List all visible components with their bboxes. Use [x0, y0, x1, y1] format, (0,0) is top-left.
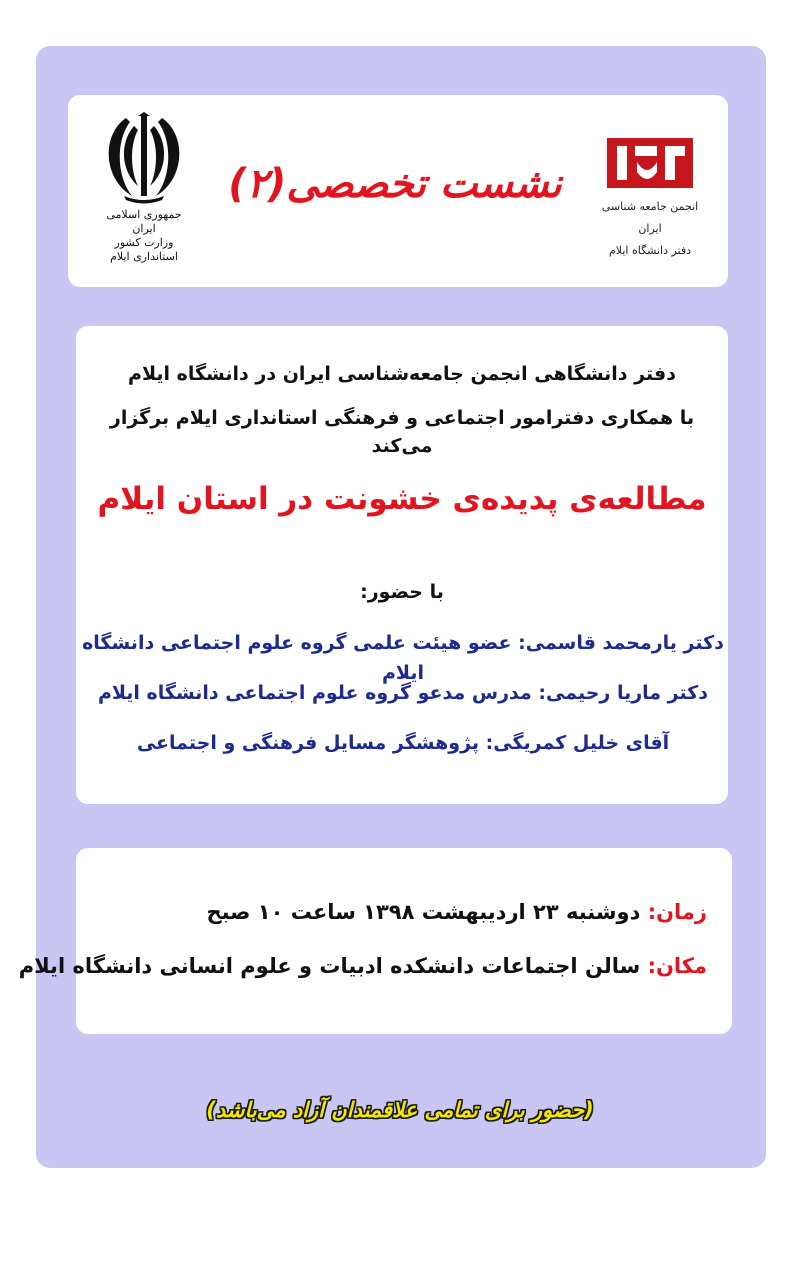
speaker-1: دکتر یارمحمد قاسمی: عضو هیئت علمی گروه علوم اجتماعی دانشگاه ایلام	[82, 632, 724, 684]
sociological-association-logo-icon	[605, 132, 695, 190]
time-line	[206, 896, 707, 928]
speaker-2: دکتر ماریا رحیمی: مدرس مدعو گروه علوم اجتماعی دانشگاه ایلام	[97, 682, 709, 704]
session-title: نشست تخصصی(۲)	[228, 161, 562, 207]
session-topic: مطالعه‌ی پدیده‌ی خشونت در استان ایلام	[97, 481, 707, 517]
emblem-line-1: جمهوری اسلامی ایران	[106, 208, 182, 235]
org-line-1: انجمن جامعه شناسی ایران	[601, 200, 699, 235]
info-card	[76, 848, 732, 1034]
emblem-line-2: وزارت کشور	[114, 236, 174, 249]
time-label: زمان:	[647, 900, 707, 924]
iran-emblem-icon	[96, 112, 192, 204]
emblem-line-3: استانداری ایلام	[110, 250, 178, 263]
place-line	[19, 950, 707, 982]
iran-emblem	[94, 112, 194, 272]
place-value: سالن اجتماعات دانشکده ادبیات و علوم انسانی دانشگاه ایلام	[18, 954, 641, 978]
place-label: مکان:	[647, 954, 707, 978]
attendance-note: (حضور برای تمامی علاقمندان آزاد می‌باشد)	[206, 1098, 594, 1122]
org-logo	[590, 132, 710, 262]
organizer-line: دفتر دانشگاهی انجمن جامعه‌شناسی ایران در دانشگاه ایلام	[128, 363, 676, 385]
org-line-2: دفتر دانشگاه ایلام	[608, 244, 692, 257]
cooperation-line: با همکاری دفترامور اجتماعی و فرهنگی استانداری ایلام برگزار می‌کند	[109, 407, 695, 457]
presence-label: با حضور:	[360, 581, 444, 603]
time-value: دوشنبه ۲۳ اردیبهشت ۱۳۹۸ ساعت ۱۰ صبح	[206, 900, 641, 924]
speaker-3: آقای خلیل کمریگی: پژوهشگر مسایل فرهنگی و اجتماعی	[136, 732, 670, 754]
